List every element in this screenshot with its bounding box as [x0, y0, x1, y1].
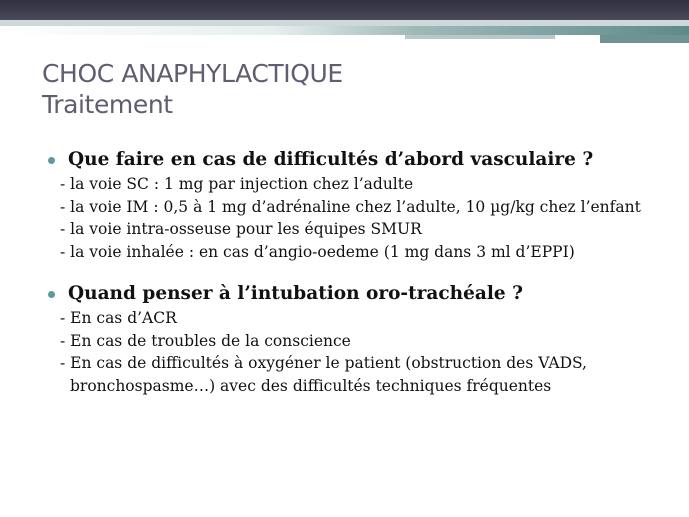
title-line-1: CHOC ANAPHYLACTIQUE — [42, 59, 343, 88]
section-intubation — [48, 281, 668, 397]
list-item: - la voie inhalée : en cas d’angio-oedeme (1 mg dans 3 ml d’EPPI) — [60, 242, 575, 261]
title-line-2: Traitement — [42, 90, 173, 119]
heading-text: Quand penser à l’intubation oro-trachéale ? — [68, 283, 523, 304]
header-accent-line — [405, 35, 555, 39]
section-vascular-access — [48, 147, 668, 263]
bullet-heading — [48, 281, 668, 307]
list-item: - la voie intra-osseuse pour les équipes SMUR — [60, 220, 422, 238]
list-item: - En cas d’ACR — [60, 309, 177, 327]
header-accent-line-right — [600, 35, 689, 43]
heading-text: Que faire en cas de difficultés d’abord vasculaire ? — [68, 149, 594, 170]
list-item: - En cas de difficultés à oxygéner le patient (obstruction des VADS, bronchospasme…) avec des difficultés techniques fréquentes — [60, 354, 587, 395]
slide-title — [42, 58, 343, 120]
bullet-dot-icon — [48, 157, 55, 164]
slide-content — [48, 147, 668, 397]
bullet-heading — [48, 147, 668, 173]
header-dark-band — [0, 0, 689, 20]
list-item: - la voie SC : 1 mg par injection chez l’adulte — [60, 175, 414, 193]
list-item: - la voie IM : 0,5 à 1 mg d’adrénaline chez l’adulte, 10 µg/kg chez l’enfant — [60, 197, 641, 216]
header-teal-band — [0, 26, 689, 35]
bullet-dot-icon — [48, 291, 55, 298]
list-item: - En cas de troubles de la conscience — [60, 331, 351, 350]
